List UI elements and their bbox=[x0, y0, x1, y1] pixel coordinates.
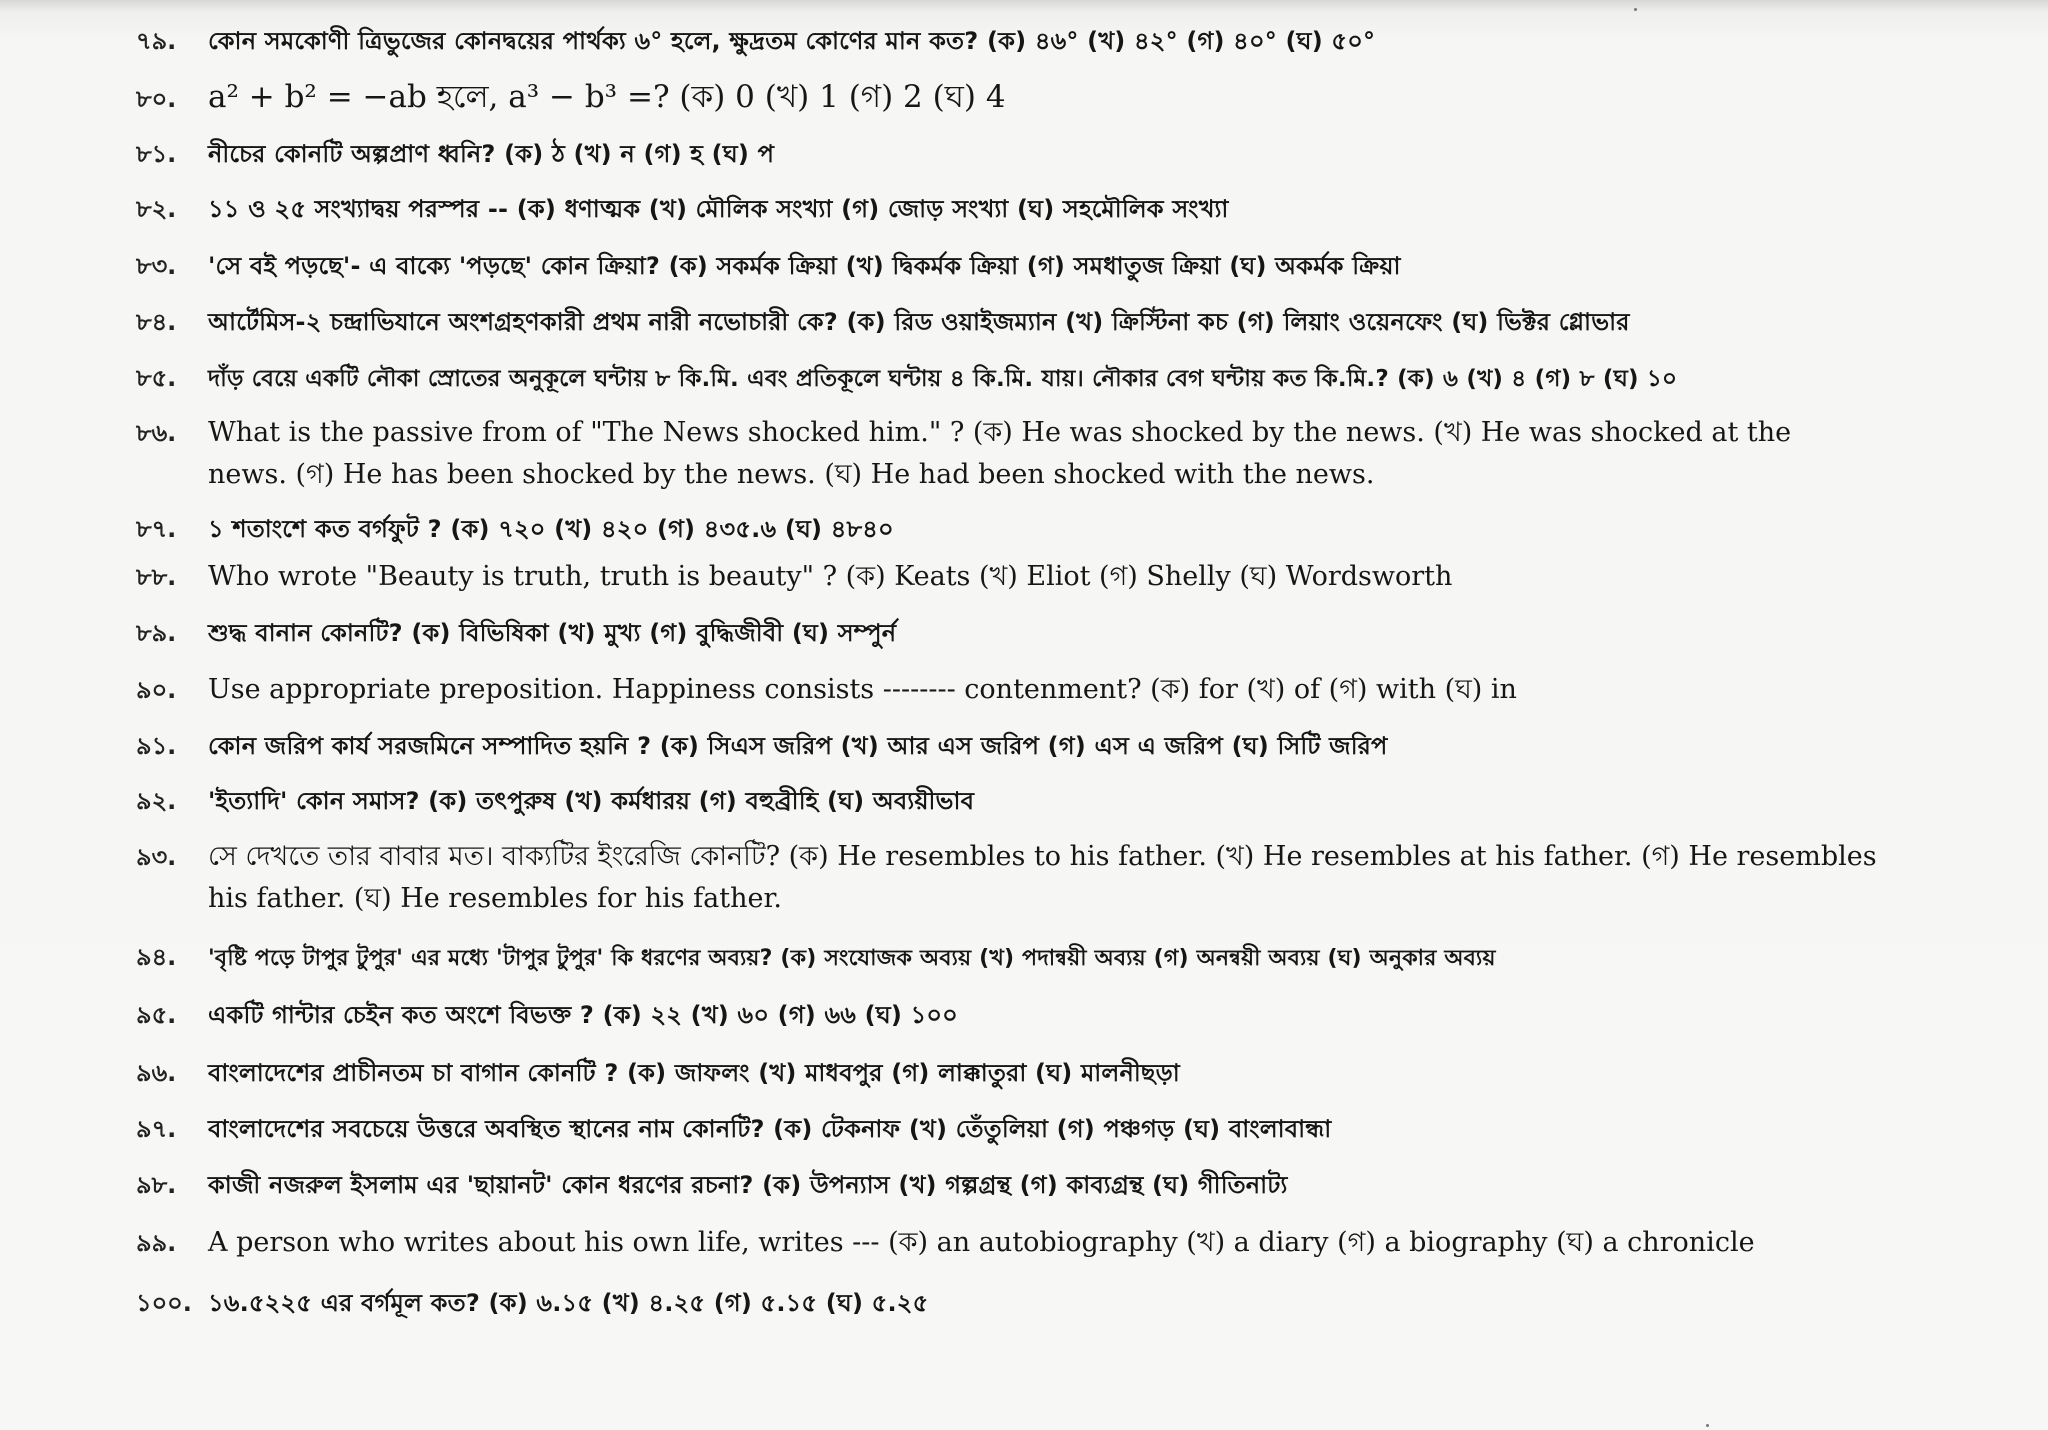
question-81 bbox=[136, 133, 2016, 175]
question-number: ৭৯. bbox=[136, 27, 177, 55]
question-86 bbox=[136, 412, 2016, 496]
question-text: একটি গান্টার চেইন কত অংশে বিভক্ত ? (ক) ২২ (খ) ৬০ (গ) ৬৬ (ঘ) ১০০ bbox=[208, 1001, 958, 1029]
question-92 bbox=[136, 780, 2016, 822]
scan-speck bbox=[1706, 1424, 1709, 1427]
question-number: ৯১. bbox=[136, 732, 177, 760]
question-number: ৯৬. bbox=[136, 1059, 177, 1087]
question-number: ৮০. bbox=[136, 85, 177, 113]
question-text: শুদ্ধ বানান কোনটি? (ক) বিভিষিকা (খ) মুখ্য (গ) বুদ্ধিজীবী (ঘ) সম্পুর্ন bbox=[208, 619, 897, 647]
question-88 bbox=[136, 556, 2016, 598]
question-text: 'বৃষ্টি পড়ে টাপুর টুপুর' এর মধ্যে 'টাপুর টুপুর' কি ধরণের অব্যয়? (ক) সংযোজক অব্যয় (খ) পদান্বয়ী অব্যয় (গ) অনন্বয়ী অব্যয় (ঘ) অনুকার অব্যয় bbox=[208, 946, 1496, 971]
question-98 bbox=[136, 1164, 2016, 1206]
question-number: ৮৭. bbox=[136, 515, 177, 543]
question-text: কাজী নজরুল ইসলাম এর 'ছায়ানট' কোন ধরণের রচনা? (ক) উপন্যাস (খ) গল্পগ্রন্থ (গ) কাব্যগ্রন্থ (ঘ) গীতিনাট্য bbox=[208, 1171, 1288, 1199]
question-84 bbox=[136, 301, 2016, 343]
question-text: Use appropriate preposition. Happiness consists -------- contenment? (ক) for (খ) of (গ) with (ঘ) in bbox=[208, 674, 1517, 705]
scan-speck bbox=[1634, 8, 1637, 11]
question-96 bbox=[136, 1052, 2016, 1094]
question-text: বাংলাদেশের প্রাচীনতম চা বাগান কোনটি ? (ক) জাফলং (খ) মাধবপুর (গ) লাক্কাতুরা (ঘ) মালনীছড়া bbox=[208, 1059, 1180, 1087]
question-text: Who wrote "Beauty is truth, truth is beauty" ? (ক) Keats (খ) Eliot (গ) Shelly (ঘ) Wordsworth bbox=[208, 561, 1453, 592]
question-number: ৮৪. bbox=[136, 308, 177, 336]
question-text: ১১ ও ২৫ সংখ্যাদ্বয় পরস্পর -- (ক) ধণাত্মক (খ) মৌলিক সংখ্যা (গ) জোড় সংখ্যা (ঘ) সহমৌলিক সংখ্যা bbox=[208, 195, 1229, 223]
question-text: ১৬.৫২২৫ এর বর্গমূল কত? (ক) ৬.১৫ (খ) ৪.২৫ (গ) ৫.১৫ (ঘ) ৫.২৫ bbox=[208, 1289, 929, 1317]
question-number: ৮৩. bbox=[136, 252, 177, 280]
question-100 bbox=[136, 1282, 2016, 1324]
question-79 bbox=[136, 20, 2016, 62]
question-87 bbox=[136, 508, 2016, 550]
question-text: A person who writes about his own life, writes --- (ক) an autobiography (খ) a diary (গ) a biography (ঘ) a chronicle bbox=[208, 1227, 1755, 1258]
question-number: ৮২. bbox=[136, 195, 177, 223]
question-text: নীচের কোনটি অল্পপ্রাণ ধ্বনি? (ক) ঠ (খ) ন (গ) হ (ঘ) প bbox=[208, 140, 775, 168]
question-number: ৯২. bbox=[136, 787, 177, 815]
question-text-continued: news. (গ) He has been shocked by the news. (ঘ) He had been shocked with the news. bbox=[208, 459, 1375, 490]
question-80 bbox=[136, 76, 2016, 120]
question-number: ৮৮. bbox=[136, 563, 177, 591]
question-number: ৮৬. bbox=[136, 419, 177, 447]
question-99 bbox=[136, 1222, 2016, 1264]
question-number: ৯০. bbox=[136, 676, 177, 704]
question-number: ৮৫. bbox=[136, 364, 177, 392]
question-text-continued: his father. (ঘ) He resembles for his father. bbox=[208, 883, 783, 914]
question-text: বাংলাদেশের সবচেয়ে উত্তরে অবস্থিত স্থানের নাম কোনটি? (ক) টেকনাফ (খ) তেঁতুলিয়া (গ) পঞ্চগড় (ঘ) বাংলাবান্ধা bbox=[208, 1115, 1332, 1143]
question-number: ৯৭. bbox=[136, 1115, 177, 1143]
question-text: আর্টেমিস-২ চন্দ্রাভিযানে অংশগ্রহণকারী প্রথম নারী নভোচারী কে? (ক) রিড ওয়াইজম্যান (খ) ক্রিস্টিনা কচ (গ) লিয়াং ওয়েনফেং (ঘ) ভিক্টর গ্লোভার bbox=[208, 308, 1630, 336]
question-text: a² + b² = −ab হলে, a³ − b³ =? (ক) 0 (খ) 1 (গ) 2 (ঘ) 4 bbox=[208, 79, 1006, 115]
question-text: সে দেখতে তার বাবার মত। বাক্যটির ইংরেজি কোনটি? (ক) He resembles to his father. (খ) He resembles at his father. (গ) He resembles bbox=[208, 841, 1877, 872]
question-text: কোন জরিপ কার্য সরজমিনে সম্পাদিত হয়নি ? (ক) সিএস জরিপ (খ) আর এস জরিপ (গ) এস এ জরিপ (ঘ) সিটি জরিপ bbox=[208, 732, 1388, 760]
question-97 bbox=[136, 1108, 2016, 1150]
question-93 bbox=[136, 836, 2016, 920]
question-number: ১০০. bbox=[136, 1289, 192, 1317]
question-89 bbox=[136, 612, 2016, 654]
question-text: 'সে বই পড়ছে'- এ বাক্যে 'পড়ছে' কোন ক্রিয়া? (ক) সকর্মক ক্রিয়া (খ) দ্বিকর্মক ক্রিয়া (গ) সমধাতুজ ক্রিয়া (ঘ) অকর্মক ক্রিয়া bbox=[208, 252, 1401, 280]
question-number: ৯৯. bbox=[136, 1229, 177, 1257]
question-91 bbox=[136, 725, 2016, 767]
question-text: What is the passive from of "The News shocked him." ? (ক) He was shocked by the news. (খ) He was shocked at the bbox=[208, 417, 1792, 448]
question-number: ৯৩. bbox=[136, 843, 177, 871]
question-text: 'ইত্যাদি' কোন সমাস? (ক) তৎপুরুষ (খ) কর্মধারয় (গ) বহুব্রীহি (ঘ) অব্যয়ীভাব bbox=[208, 787, 975, 815]
question-text: দাঁড় বেয়ে একটি নৌকা স্রোতের অনুকূলে ঘন্টায় ৮ কি.মি. এবং প্রতিকূলে ঘন্টায় ৪ কি.মি. যায়। নৌকার বেগ ঘন্টায় কত কি.মি.? (ক) ৬ (খ) ৪ (গ) ৮ (ঘ) ১০ bbox=[208, 366, 1678, 392]
question-text: কোন সমকোণী ত্রিভুজের কোনদ্বয়ের পার্থক্য ৬° হলে, ক্ষুদ্রতম কোণের মান কত? (ক) ৪৬° (খ) ৪২° (গ) ৪০° (ঘ) ৫০° bbox=[208, 27, 1376, 55]
question-85 bbox=[136, 357, 2016, 400]
question-94 bbox=[136, 936, 2016, 980]
question-number: ৮১. bbox=[136, 140, 177, 168]
question-number: ৯৫. bbox=[136, 1001, 177, 1029]
page-top-edge bbox=[0, 0, 2048, 12]
question-text: ১ শতাংশে কত বর্গফুট ? (ক) ৭২০ (খ) ৪২০ (গ) ৪৩৫.৬ (ঘ) ৪৮৪০ bbox=[208, 515, 894, 543]
question-number: ৮৯. bbox=[136, 619, 177, 647]
question-82 bbox=[136, 188, 2016, 230]
question-number: ৯৪. bbox=[136, 943, 177, 971]
question-number: ৯৮. bbox=[136, 1171, 177, 1199]
question-90 bbox=[136, 669, 2016, 711]
question-95 bbox=[136, 994, 2016, 1036]
question-83 bbox=[136, 245, 2016, 287]
